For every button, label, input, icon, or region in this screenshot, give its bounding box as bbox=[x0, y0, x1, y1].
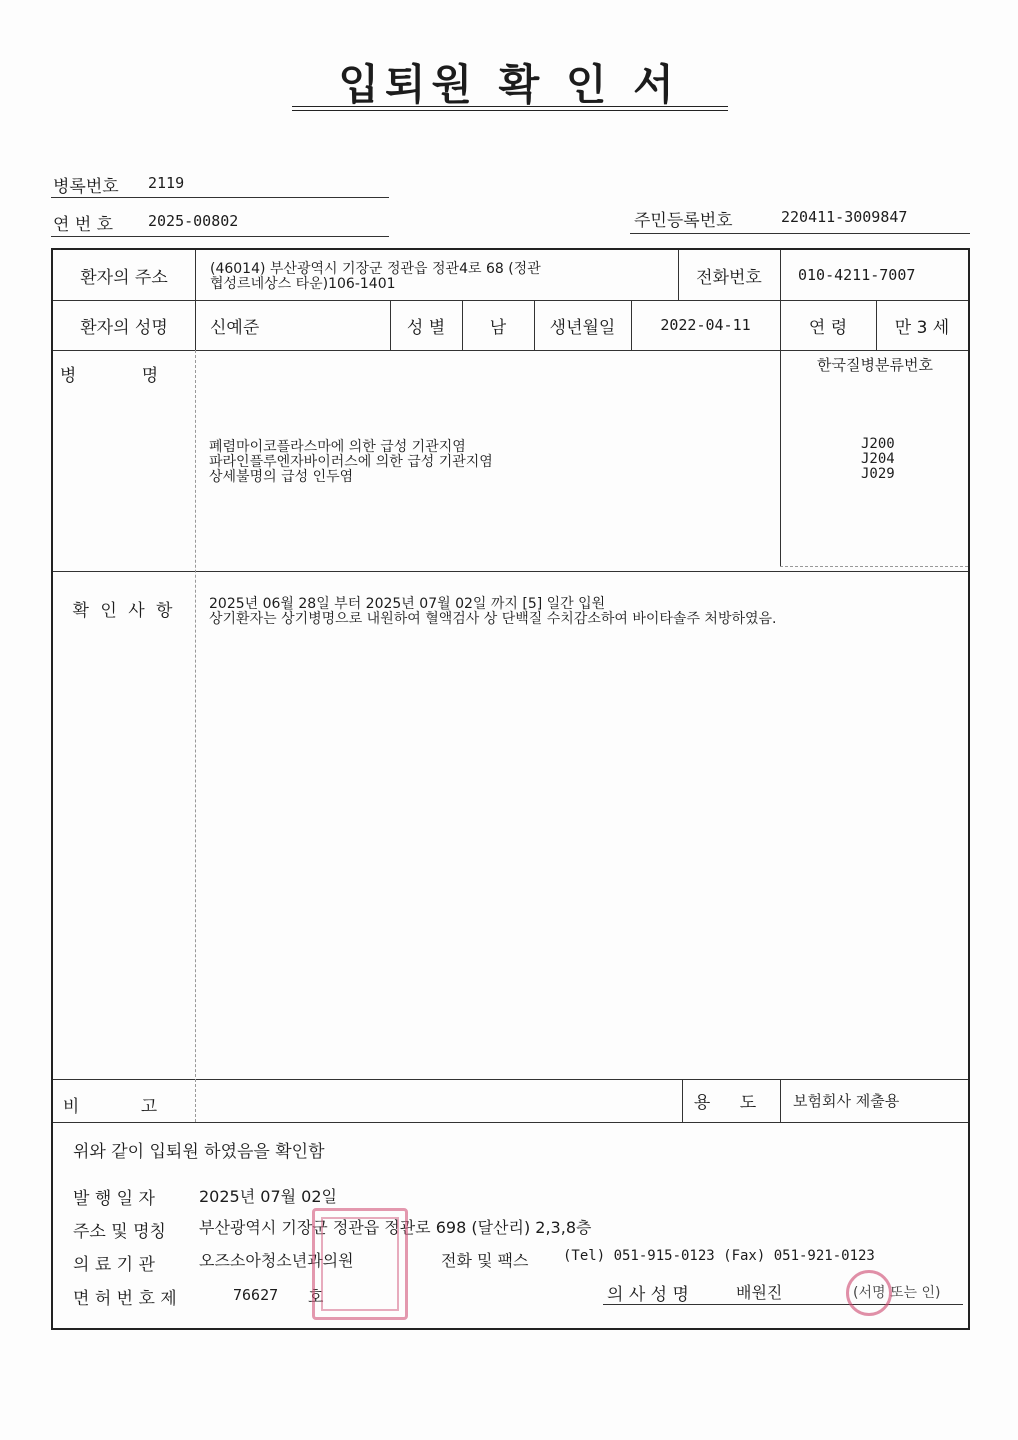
document-title: 입퇴원 확 인 서 bbox=[338, 60, 680, 109]
diagnosis-code: J204 bbox=[861, 451, 895, 467]
sex-value: 남 bbox=[489, 317, 507, 338]
col-line bbox=[780, 350, 781, 566]
sex-label: 성 별 bbox=[406, 317, 446, 338]
code-header: 한국질병분류번호 bbox=[817, 355, 933, 374]
institution-name: 오즈소아청소년과의원 bbox=[199, 1251, 354, 1270]
serial-no: 2025-00802 bbox=[148, 212, 239, 230]
license-no: 76627 bbox=[233, 1286, 279, 1304]
patient-name: 신예준 bbox=[210, 317, 260, 338]
issue-date-label: 발 행 일 자 bbox=[73, 1189, 155, 1209]
diagnosis-code: J029 bbox=[861, 466, 895, 482]
col-line bbox=[195, 350, 196, 1122]
address-label: 환자의 주소 bbox=[80, 267, 168, 288]
doctor-seal-stamp bbox=[846, 1270, 892, 1316]
address-line-1: (46014) 부산광역시 기장군 정관읍 정관4로 68 (정관 bbox=[210, 261, 541, 277]
serial-line bbox=[51, 236, 389, 237]
col-line bbox=[195, 250, 196, 350]
birth-value: 2022-04-11 bbox=[660, 316, 751, 334]
signature-line bbox=[603, 1304, 963, 1305]
address-label-footer: 주소 및 명칭 bbox=[73, 1222, 166, 1242]
code-list bbox=[861, 437, 921, 482]
license-label: 면 허 번 호 제 bbox=[73, 1289, 177, 1309]
confirm-label: 확 인 사 항 bbox=[72, 600, 176, 621]
resident-no-label: 주민등록번호 bbox=[634, 211, 733, 231]
diagnosis-label: 병 명 bbox=[59, 365, 189, 386]
contact-label: 전화 및 팩스 bbox=[441, 1251, 529, 1270]
confirm-text bbox=[209, 597, 949, 627]
resident-no: 220411-3009847 bbox=[781, 208, 908, 226]
row-line bbox=[53, 571, 968, 572]
row-line bbox=[53, 1122, 968, 1123]
clinic-address: 부산광역시 기장군 정관읍 정관로 698 (달산리) 2,3,8층 bbox=[199, 1218, 592, 1237]
purpose-value: 보험회사 제출용 bbox=[793, 1092, 900, 1110]
diagnosis-list bbox=[209, 440, 769, 485]
record-no-line bbox=[51, 197, 389, 198]
resident-no-line bbox=[630, 233, 970, 234]
age-label: 연 령 bbox=[808, 317, 848, 338]
doctor-name: 배원진 bbox=[736, 1283, 783, 1302]
record-no: 2119 bbox=[148, 174, 185, 192]
doctor-label: 의 사 성 명 bbox=[607, 1285, 689, 1305]
title-underline-2 bbox=[292, 110, 728, 111]
phone-value: 010-4211-7007 bbox=[798, 266, 916, 284]
issue-date: 2025년 07월 02일 bbox=[199, 1187, 337, 1206]
institution-label: 의 료 기 관 bbox=[73, 1255, 155, 1275]
address-line-2: 협성르네상스 타운)106-1401 bbox=[210, 276, 396, 292]
license-suffix: 호 bbox=[308, 1287, 324, 1306]
clinic-seal-stamp bbox=[312, 1208, 408, 1320]
diagnosis-code: J200 bbox=[861, 436, 895, 452]
diagnosis-item: 상세불명의 급성 인두염 bbox=[209, 469, 354, 485]
statement: 위와 같이 입퇴원 하였음을 확인함 bbox=[73, 1142, 325, 1162]
contact-value: (Tel) 051-915-0123 (Fax) 051-921-0123 bbox=[563, 1248, 875, 1264]
address-value bbox=[210, 262, 670, 292]
code-bottom-line bbox=[780, 566, 968, 567]
col-line bbox=[780, 1079, 781, 1122]
sign-note: (서명 또는 인) bbox=[853, 1285, 941, 1301]
remarks-label: 비 고 bbox=[62, 1096, 186, 1117]
purpose-label: 용 도 bbox=[693, 1093, 769, 1113]
title-underline bbox=[292, 106, 728, 107]
age-value: 만 3 세 bbox=[894, 317, 950, 338]
name-label: 환자의 성명 bbox=[80, 317, 168, 338]
diagnosis-item: 파라인플루엔자바이러스에 의한 급성 기관지염 bbox=[209, 454, 493, 470]
diagnosis-item: 폐렴마이코플라스마에 의한 급성 기관지염 bbox=[209, 439, 466, 455]
serial-label: 연 번 호 bbox=[53, 215, 114, 235]
record-no-label: 병록번호 bbox=[53, 177, 119, 197]
form-table bbox=[51, 248, 970, 1330]
phone-label: 전화번호 bbox=[696, 267, 762, 288]
col-line bbox=[780, 250, 781, 300]
confirm-line-2: 상기환자는 상기병명으로 내원하여 혈액검사 상 단백질 수치감소하여 바이타솔주 처방하였음. bbox=[209, 611, 777, 627]
confirm-line-1: 2025년 06월 28일 부터 2025년 07월 02일 까지 [5] 일간 입원 bbox=[209, 596, 606, 612]
birth-label: 생년월일 bbox=[549, 317, 616, 338]
